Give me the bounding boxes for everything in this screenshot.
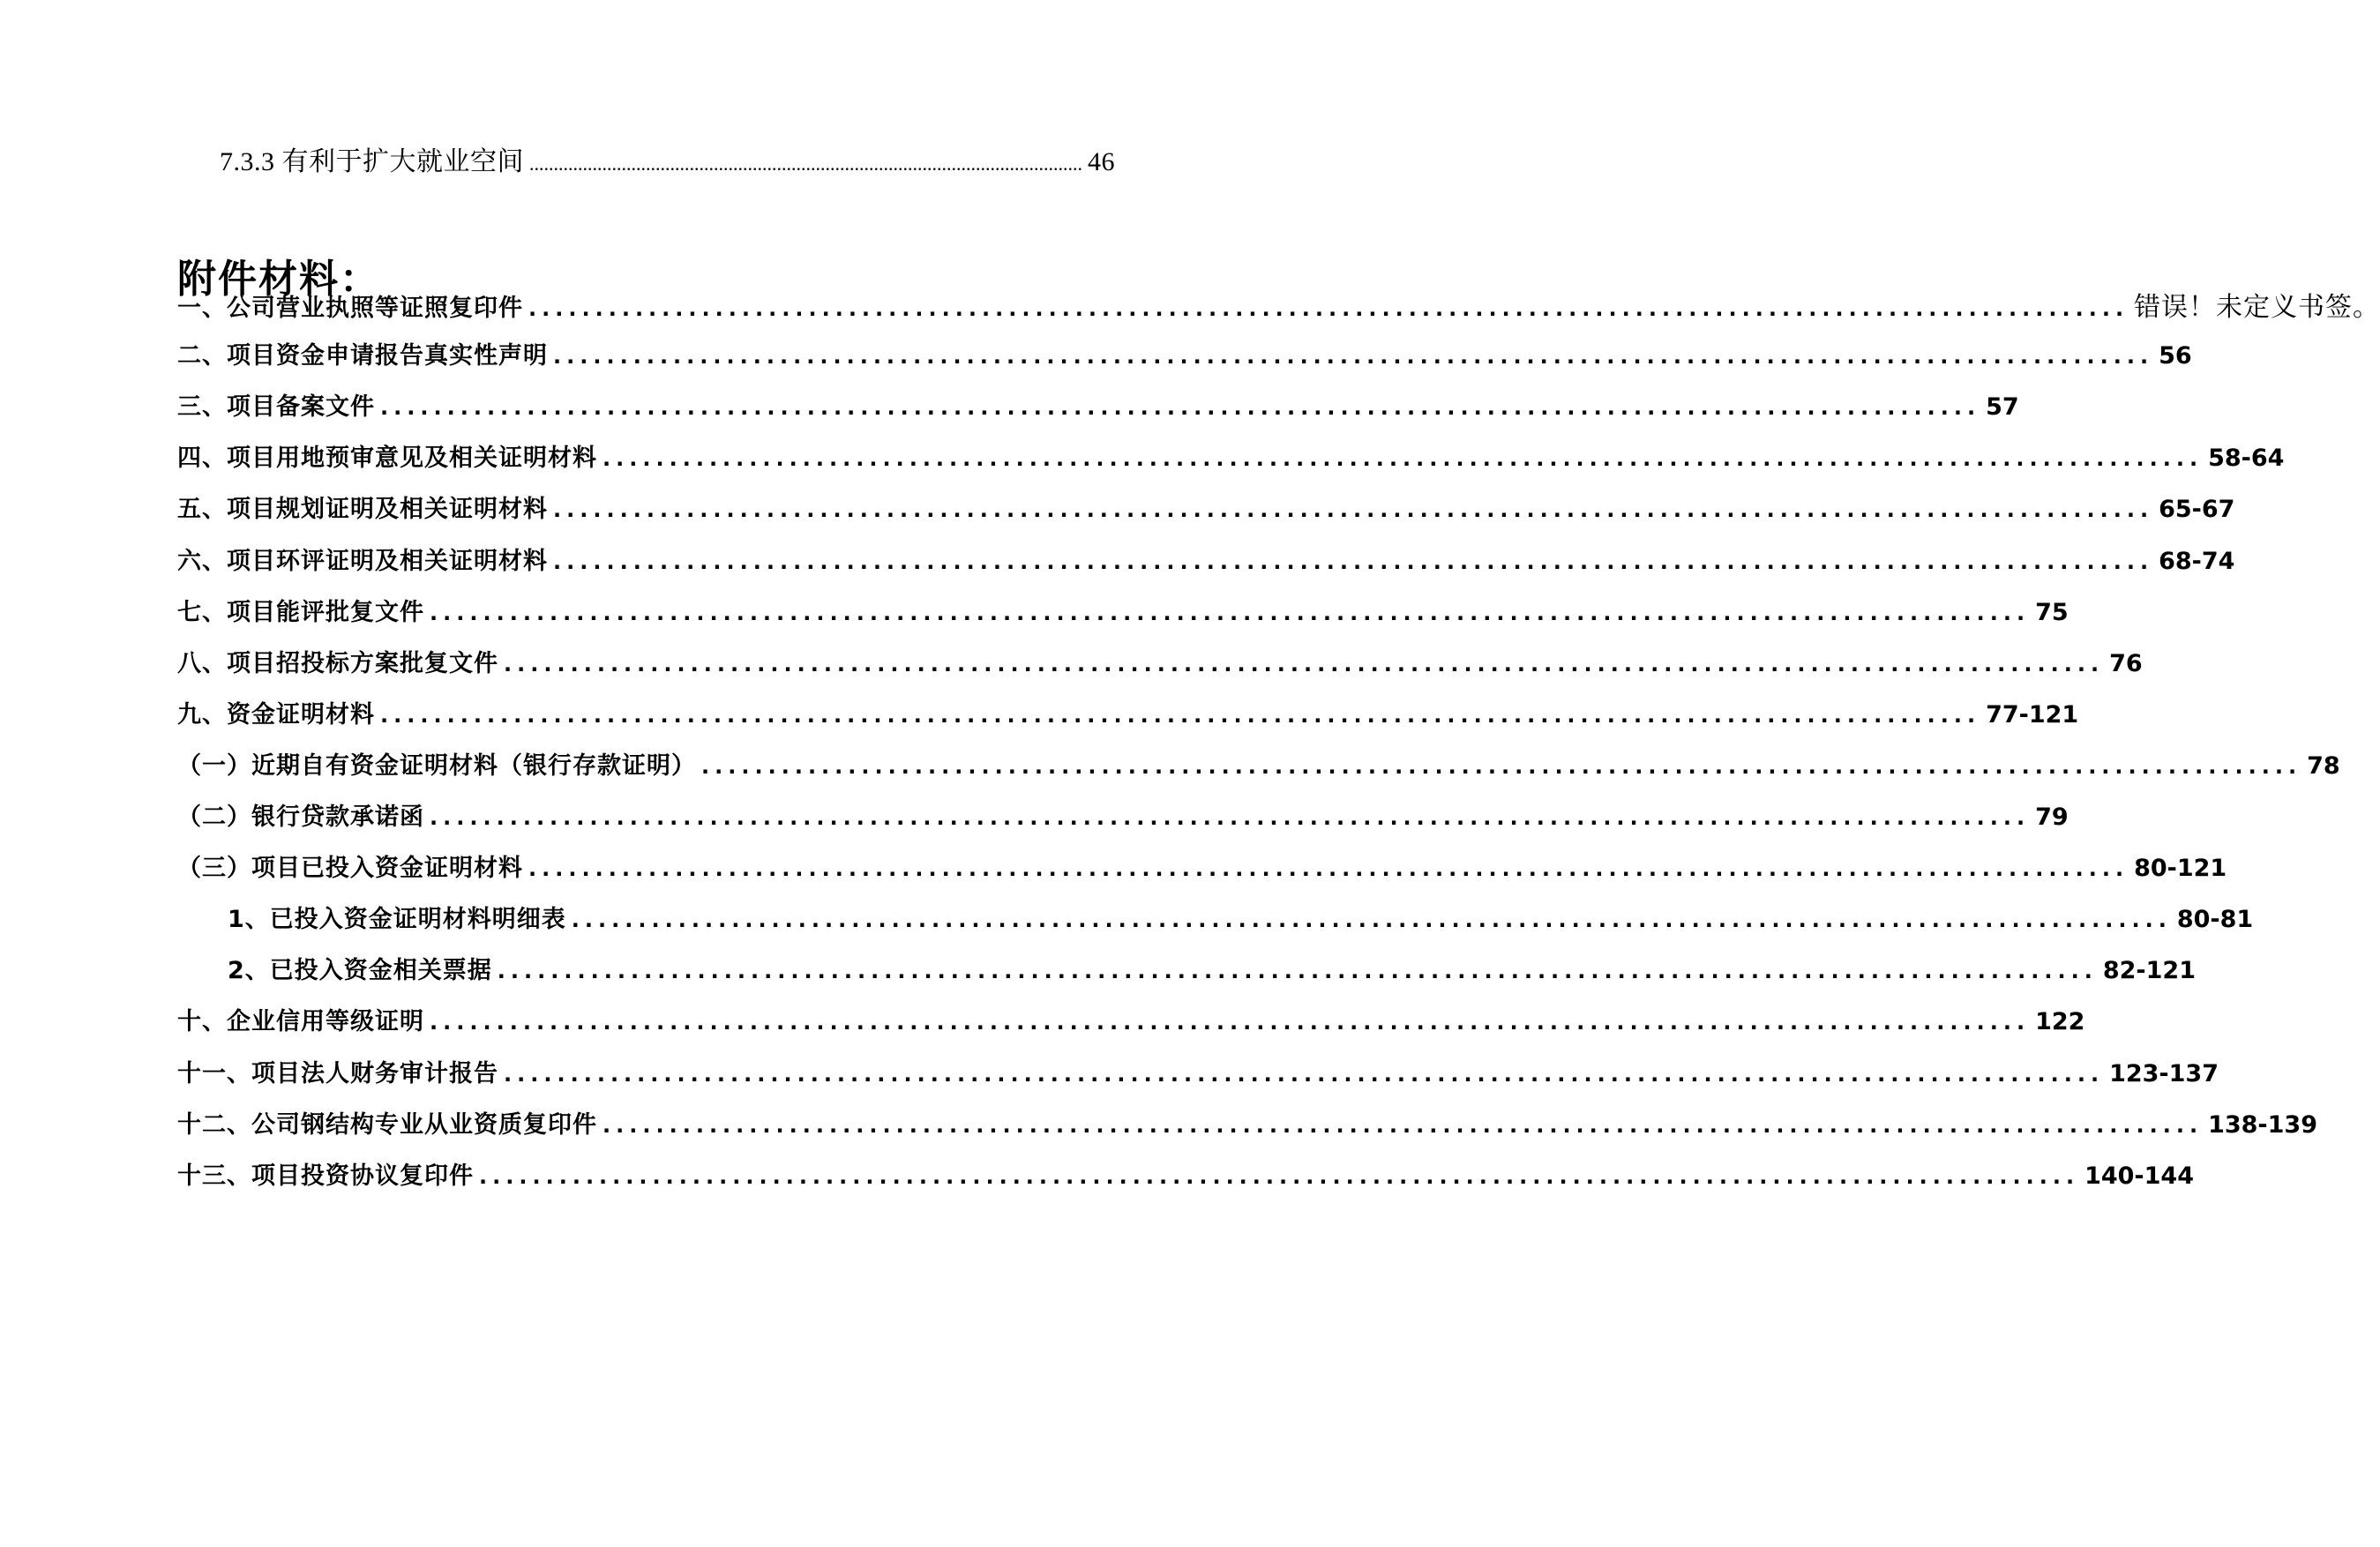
attachment-page: 122: [2035, 1008, 2085, 1036]
toc-entry-label: 7.3.3 有利于扩大就业空间: [220, 147, 524, 176]
attachment-label: 八、项目招投标方案批复文件: [177, 649, 498, 677]
attachment-entry[interactable]: [177, 848, 2227, 883]
dot-leader: ........................................................................................................................: [553, 497, 2154, 523]
attachment-page: 56: [2159, 342, 2192, 370]
attachment-entry[interactable]: [177, 490, 2235, 524]
attachment-label: 一、公司营业执照等证照复印件: [177, 295, 523, 322]
dot-leader: ........................................................................................................................: [380, 702, 1981, 728]
attachment-page: 123-137: [2109, 1059, 2219, 1087]
attachment-entry[interactable]: [177, 542, 2235, 576]
attachment-page: 78: [2307, 751, 2340, 780]
attachment-label: 二、项目资金申请报告真实性声明: [177, 342, 548, 370]
attachment-entry[interactable]: [228, 900, 2254, 934]
attachment-entry[interactable]: [177, 593, 2069, 627]
dot-leader: ........................................................................................................................: [504, 651, 2105, 676]
attachment-entry[interactable]: [177, 387, 2019, 422]
attachment-page: 77-121: [1986, 700, 2079, 729]
dot-leader: ........................................................................................................................: [553, 344, 2154, 370]
dot-leader: ........................................................................................................................: [497, 959, 2098, 984]
attachment-entry[interactable]: [177, 797, 2069, 832]
dot-leader: ........................................................................................................................: [528, 856, 2129, 882]
attachment-entry[interactable]: [177, 438, 2285, 473]
attachment-label: 四、项目用地预审意见及相关证明材料: [177, 445, 597, 473]
attachments-heading: 附件材料：: [177, 257, 380, 302]
dot-leader: ........................................................................................................................: [430, 1010, 2031, 1035]
dot-leader: ........................................................................................................................: [571, 908, 2172, 933]
dot-leader: ........................................................................................................................: [430, 600, 2031, 625]
attachment-page: 138-139: [2208, 1110, 2317, 1139]
attachment-label: （二）银行贷款承诺函: [177, 803, 424, 831]
dot-leader: ........................................................................................................................: [380, 395, 1981, 421]
dot-leader: ........................................................................................................................: [553, 549, 2154, 574]
attachment-entry[interactable]: [177, 1156, 2194, 1191]
attachment-page: 80-121: [2134, 855, 2227, 883]
attachment-page: 错误！未定义书签。: [2134, 292, 2380, 323]
attachment-page: 82-121: [2102, 957, 2196, 985]
attachment-entry[interactable]: [177, 746, 2340, 781]
attachment-entry[interactable]: [177, 1002, 2085, 1036]
attachment-label: 五、项目规划证明及相关证明材料: [177, 496, 548, 524]
attachment-label: 十三、项目投资协议复印件: [177, 1162, 474, 1190]
dot-leader: ........................................................................................................................: [479, 1163, 2080, 1189]
attachment-label: 十二、公司钢结构专业从业资质复印件: [177, 1110, 597, 1139]
attachment-label: 十、企业信用等级证明: [177, 1008, 424, 1036]
attachment-page: 140-144: [2084, 1162, 2194, 1190]
attachment-page: 80-81: [2176, 906, 2254, 934]
dot-leader: ........................................................................................................................: [528, 296, 2129, 321]
dot-leader: ........................................................................................................................: [430, 805, 2031, 830]
attachment-page: 65-67: [2159, 496, 2235, 524]
attachment-label: 三、项目备案文件: [177, 393, 375, 422]
attachment-entry[interactable]: [177, 695, 2079, 729]
attachment-label: （一）近期自有资金证明材料（银行存款证明）: [177, 751, 696, 780]
attachment-entry[interactable]: [177, 644, 2143, 678]
attachment-page: 68-74: [2159, 547, 2235, 575]
attachment-entry[interactable]: [177, 336, 2192, 370]
attachment-label: 九、资金证明材料: [177, 700, 375, 729]
attachment-entry[interactable]: [177, 285, 2380, 324]
dot-leader: ........................................................................................................................: [504, 1061, 2105, 1087]
attachment-entry[interactable]: [177, 1105, 2317, 1140]
attachment-label: 2、已投入资金相关票据: [228, 957, 492, 985]
dot-leader: ........................................................................................................................: [602, 446, 2204, 472]
attachment-label: 六、项目环评证明及相关证明材料: [177, 547, 548, 575]
attachment-label: 七、项目能评批复文件: [177, 598, 424, 626]
dot-leader: ........................................................................................................................: [701, 753, 2302, 779]
dot-leader: ........................................................................................................................: [602, 1112, 2204, 1138]
attachment-page: 76: [2109, 649, 2143, 677]
attachment-page: 57: [1986, 393, 2019, 422]
attachment-label: （三）项目已投入资金证明材料: [177, 855, 523, 883]
attachment-page: 79: [2035, 803, 2069, 831]
attachment-entry[interactable]: [177, 1054, 2219, 1088]
attachment-label: 十一、项目法人财务审计报告: [177, 1059, 498, 1087]
attachment-page: 75: [2035, 598, 2069, 626]
attachment-entry[interactable]: [228, 951, 2196, 985]
attachment-page: 58-64: [2208, 445, 2285, 473]
toc-entry-page: 46: [1088, 147, 1115, 176]
dot-leader: ..................................................................................................................: [529, 153, 1082, 175]
toc-entry-7-3-3[interactable]: [220, 139, 1115, 178]
attachment-label: 1、已投入资金证明材料明细表: [228, 906, 566, 934]
